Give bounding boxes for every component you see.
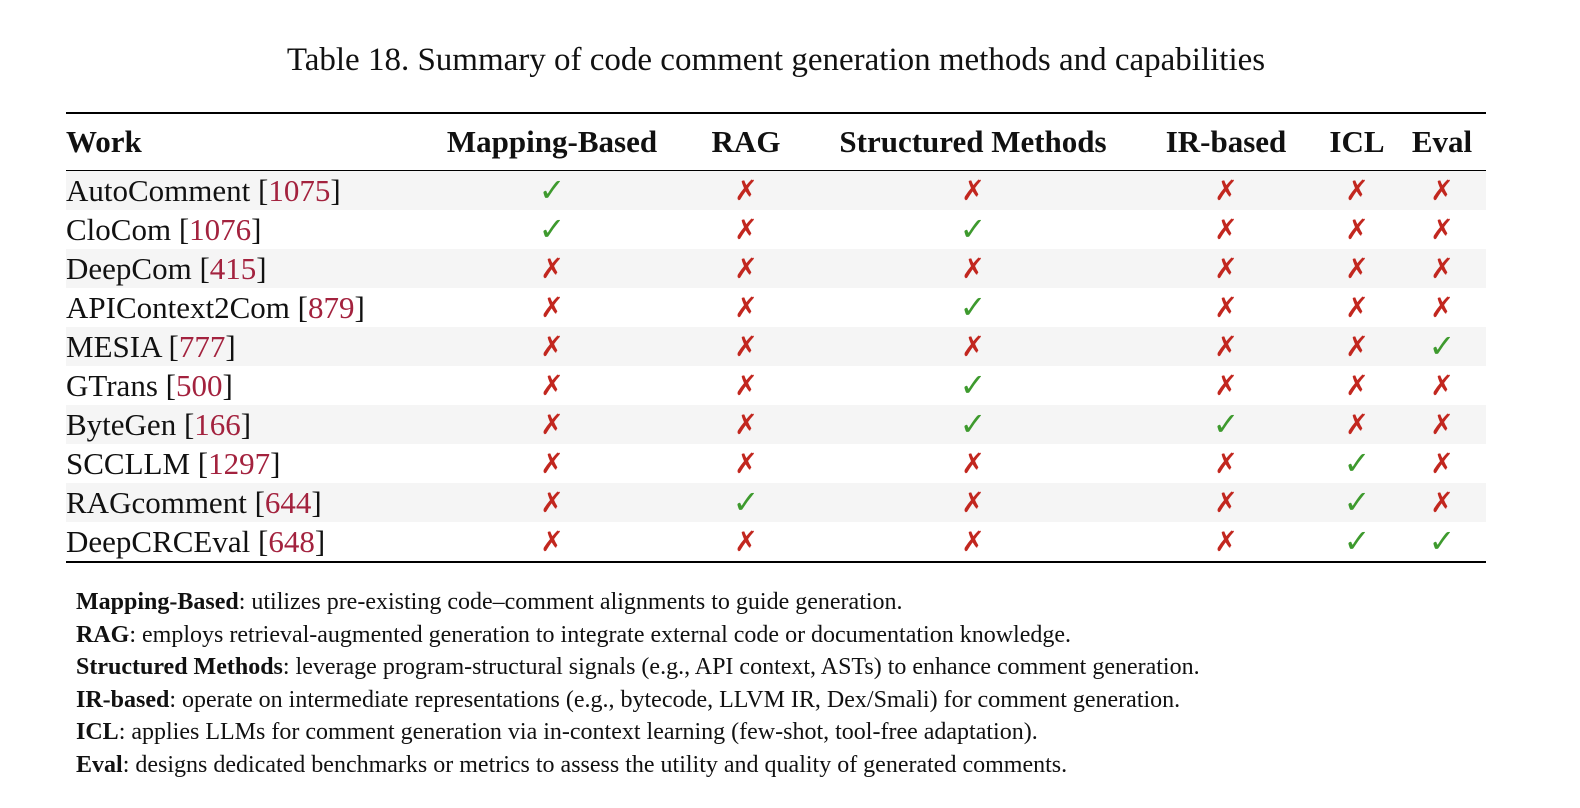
- cross-icon: ✗: [961, 486, 985, 519]
- work-name: APIContext2Com: [66, 289, 290, 325]
- icl-cell: [1316, 405, 1398, 444]
- cross-icon: ✗: [734, 369, 758, 402]
- rag-cell: [682, 483, 810, 522]
- cross-icon: ✗: [961, 252, 985, 285]
- table-row: [66, 288, 1486, 327]
- cross-icon: ✗: [1345, 369, 1369, 402]
- eval-cell: [1398, 405, 1486, 444]
- rag-cell: [682, 249, 810, 288]
- mapping-based-cell: [422, 288, 682, 327]
- icl-cell: [1316, 366, 1398, 405]
- cross-icon: ✗: [1430, 369, 1454, 402]
- cross-icon: ✗: [1214, 525, 1238, 558]
- cross-icon: ✗: [1430, 447, 1454, 480]
- mapping-based-cell: [422, 171, 682, 211]
- table-notes: [76, 586, 1536, 782]
- table-row: [66, 366, 1486, 405]
- header-ir-based: IR-based: [1165, 124, 1287, 159]
- check-icon: ✓: [1428, 522, 1456, 560]
- check-icon: ✓: [1212, 405, 1240, 443]
- ir-based-cell: [1136, 483, 1316, 522]
- cross-icon: ✗: [734, 213, 758, 246]
- rag-cell: [682, 522, 810, 562]
- icl-cell: [1316, 171, 1398, 211]
- note-text: : leverage program-structural signals (e.g., API context, ASTs) to enhance comment generation.: [282, 654, 1200, 681]
- cross-icon: ✗: [1345, 330, 1369, 363]
- note-line: [76, 749, 1536, 782]
- cross-icon: ✗: [1214, 486, 1238, 519]
- cross-icon: ✗: [1214, 252, 1238, 285]
- work-cell: ByteGen [166]: [66, 406, 252, 442]
- icl-cell: [1316, 249, 1398, 288]
- mapping-based-cell: [422, 366, 682, 405]
- mapping-based-cell: [422, 249, 682, 288]
- citation-link[interactable]: 777: [178, 328, 226, 364]
- cross-icon: ✗: [1345, 408, 1369, 441]
- structured-methods-cell: [810, 288, 1136, 327]
- check-icon: ✓: [538, 210, 566, 248]
- check-icon: ✓: [1428, 327, 1456, 365]
- cross-icon: ✗: [1214, 291, 1238, 324]
- note-text: : employs retrieval-augmented generation to integrate external code or documentation knowledge.: [129, 621, 1071, 648]
- cross-icon: ✗: [734, 447, 758, 480]
- work-cell: SCCLLM [1297]: [66, 445, 281, 481]
- icl-cell: [1316, 483, 1398, 522]
- mapping-based-cell: [422, 483, 682, 522]
- structured-methods-cell: [810, 171, 1136, 211]
- icl-cell: [1316, 444, 1398, 483]
- note-term: Structured Methods: [76, 654, 283, 681]
- table-caption: Table 18. Summary of code comment generation methods and capabilities: [286, 42, 1266, 78]
- work-cell: DeepCom [415]: [66, 250, 267, 286]
- header-work: Work: [66, 124, 142, 159]
- mapping-based-cell: [422, 444, 682, 483]
- cross-icon: ✗: [961, 447, 985, 480]
- eval-cell: [1398, 483, 1486, 522]
- work-name: SCCLLM: [66, 445, 191, 481]
- cross-icon: ✗: [734, 291, 758, 324]
- structured-methods-cell: [810, 405, 1136, 444]
- mapping-based-cell: [422, 327, 682, 366]
- header-eval: Eval: [1411, 124, 1473, 159]
- table-row: [66, 483, 1486, 522]
- table-row: [66, 171, 1486, 211]
- cross-icon: ✗: [1430, 291, 1454, 324]
- work-name: DeepCRCEval: [66, 523, 251, 559]
- citation-link[interactable]: 879: [307, 289, 355, 325]
- comparison-table: [66, 112, 1486, 563]
- cross-icon: ✗: [1430, 213, 1454, 246]
- note-term: Mapping-Based: [76, 589, 239, 615]
- ir-based-cell: [1136, 171, 1316, 211]
- rag-cell: [682, 444, 810, 483]
- icl-cell: [1316, 327, 1398, 366]
- mapping-based-cell: [422, 405, 682, 444]
- check-icon: ✓: [732, 483, 760, 521]
- check-icon: ✓: [959, 288, 987, 326]
- cross-icon: ✗: [540, 486, 564, 519]
- work-name: GTrans: [66, 367, 158, 403]
- eval-cell: [1398, 249, 1486, 288]
- rag-cell: [682, 171, 810, 211]
- work-name: ByteGen: [66, 406, 177, 442]
- citation-link[interactable]: 644: [264, 484, 312, 520]
- structured-methods-cell: [810, 249, 1136, 288]
- header-rag: RAG: [711, 124, 781, 159]
- structured-methods-cell: [810, 483, 1136, 522]
- cross-icon: ✗: [734, 330, 758, 363]
- ir-based-cell: [1136, 327, 1316, 366]
- cross-icon: ✗: [961, 174, 985, 207]
- work-name: MESIA: [66, 328, 161, 364]
- cross-icon: ✗: [1430, 252, 1454, 285]
- check-icon: ✓: [959, 210, 987, 248]
- cross-icon: ✗: [540, 447, 564, 480]
- ir-based-cell: [1136, 366, 1316, 405]
- citation-link[interactable]: 500: [175, 367, 223, 403]
- citation-link[interactable]: 1075: [268, 172, 331, 208]
- cross-icon: ✗: [1345, 291, 1369, 324]
- check-icon: ✓: [1343, 444, 1371, 482]
- cross-icon: ✗: [1345, 252, 1369, 285]
- cross-icon: ✗: [540, 369, 564, 402]
- check-icon: ✓: [1343, 483, 1371, 521]
- note-text: : applies LLMs for comment generation via in-context learning (few-shot, tool-free adaptation).: [118, 719, 1038, 746]
- citation-link[interactable]: 166: [194, 406, 241, 442]
- ir-based-cell: [1136, 405, 1316, 444]
- cross-icon: ✗: [1345, 213, 1369, 246]
- cross-icon: ✗: [1430, 486, 1454, 519]
- header-row: [66, 113, 1486, 171]
- note-line: [76, 619, 1536, 652]
- cross-icon: ✗: [540, 525, 564, 558]
- cross-icon: ✗: [1214, 447, 1238, 480]
- ir-based-cell: [1136, 249, 1316, 288]
- rag-cell: [682, 366, 810, 405]
- work-cell: CloCom [1076]: [66, 211, 262, 247]
- cross-icon: ✗: [1214, 369, 1238, 402]
- table-row: [66, 405, 1486, 444]
- cross-icon: ✗: [1430, 408, 1454, 441]
- citation-link[interactable]: 1076: [189, 211, 252, 247]
- note-term: Eval: [76, 751, 123, 778]
- cross-icon: ✗: [1214, 174, 1238, 207]
- structured-methods-cell: [810, 210, 1136, 249]
- work-cell: DeepCRCEval [648]: [66, 523, 326, 559]
- work-cell: APIContext2Com [879]: [66, 289, 365, 325]
- note-line: [76, 586, 1536, 619]
- icl-cell: [1316, 522, 1398, 562]
- comparison-table-container: [66, 112, 1486, 563]
- table-body: [66, 171, 1486, 563]
- ir-based-cell: [1136, 522, 1316, 562]
- cross-icon: ✗: [1430, 174, 1454, 207]
- eval-cell: [1398, 522, 1486, 562]
- note-line: [76, 716, 1536, 749]
- check-icon: ✓: [538, 171, 566, 209]
- check-icon: ✓: [1343, 522, 1371, 560]
- cross-icon: ✗: [734, 174, 758, 207]
- eval-cell: [1398, 444, 1486, 483]
- table-header: [66, 113, 1486, 171]
- cross-icon: ✗: [1345, 174, 1369, 207]
- eval-cell: [1398, 366, 1486, 405]
- header-mapping-based: Mapping-Based: [446, 124, 658, 159]
- table-row: [66, 327, 1486, 366]
- mapping-based-cell: [422, 210, 682, 249]
- cross-icon: ✗: [734, 252, 758, 285]
- work-cell: GTrans [500]: [66, 367, 233, 403]
- note-line: [76, 684, 1536, 717]
- eval-cell: [1398, 171, 1486, 211]
- check-icon: ✓: [959, 366, 987, 404]
- mapping-based-cell: [422, 522, 682, 562]
- cross-icon: ✗: [961, 330, 985, 363]
- note-text: : operate on intermediate representations (e.g., bytecode, LLVM IR, Dex/Smali) for comment generation.: [169, 686, 1181, 713]
- ir-based-cell: [1136, 210, 1316, 249]
- table-row: [66, 444, 1486, 483]
- note-term: ICL: [76, 719, 119, 746]
- structured-methods-cell: [810, 444, 1136, 483]
- cross-icon: ✗: [961, 525, 985, 558]
- table-row: [66, 210, 1486, 249]
- work-cell: MESIA [777]: [66, 328, 236, 364]
- eval-cell: [1398, 288, 1486, 327]
- ir-based-cell: [1136, 444, 1316, 483]
- cross-icon: ✗: [1214, 213, 1238, 246]
- icl-cell: [1316, 210, 1398, 249]
- note-term: RAG: [76, 621, 130, 648]
- table-row: [66, 522, 1486, 562]
- cross-icon: ✗: [540, 408, 564, 441]
- note-text: : utilizes pre-existing code–comment alignments to guide generation.: [238, 589, 903, 615]
- rag-cell: [682, 288, 810, 327]
- work-name: AutoComment: [66, 172, 251, 208]
- citation-link[interactable]: 648: [268, 523, 315, 559]
- work-name: RAGcomment: [66, 484, 247, 520]
- cross-icon: ✗: [540, 291, 564, 324]
- icl-cell: [1316, 288, 1398, 327]
- note-term: IR-based: [76, 686, 170, 713]
- cross-icon: ✗: [734, 525, 758, 558]
- structured-methods-cell: [810, 366, 1136, 405]
- citation-link[interactable]: 415: [209, 250, 257, 286]
- cross-icon: ✗: [540, 252, 564, 285]
- rag-cell: [682, 405, 810, 444]
- structured-methods-cell: [810, 522, 1136, 562]
- check-icon: ✓: [959, 405, 987, 443]
- work-cell: AutoComment [1075]: [66, 172, 341, 208]
- table-row: [66, 249, 1486, 288]
- rag-cell: [682, 327, 810, 366]
- note-text: : designs dedicated benchmarks or metrics to assess the utility and quality of generated comments.: [122, 751, 1068, 778]
- note-line: [76, 651, 1536, 684]
- citation-link[interactable]: 1297: [208, 445, 271, 481]
- structured-methods-cell: [810, 327, 1136, 366]
- work-cell: RAGcomment [644]: [66, 484, 322, 520]
- cross-icon: ✗: [1214, 330, 1238, 363]
- header-icl: ICL: [1329, 124, 1385, 159]
- header-structured-methods: Structured Methods: [839, 124, 1107, 159]
- cross-icon: ✗: [540, 330, 564, 363]
- cross-icon: ✗: [734, 408, 758, 441]
- work-name: DeepCom: [66, 250, 192, 286]
- work-name: CloCom: [66, 211, 172, 247]
- ir-based-cell: [1136, 288, 1316, 327]
- rag-cell: [682, 210, 810, 249]
- eval-cell: [1398, 327, 1486, 366]
- eval-cell: [1398, 210, 1486, 249]
